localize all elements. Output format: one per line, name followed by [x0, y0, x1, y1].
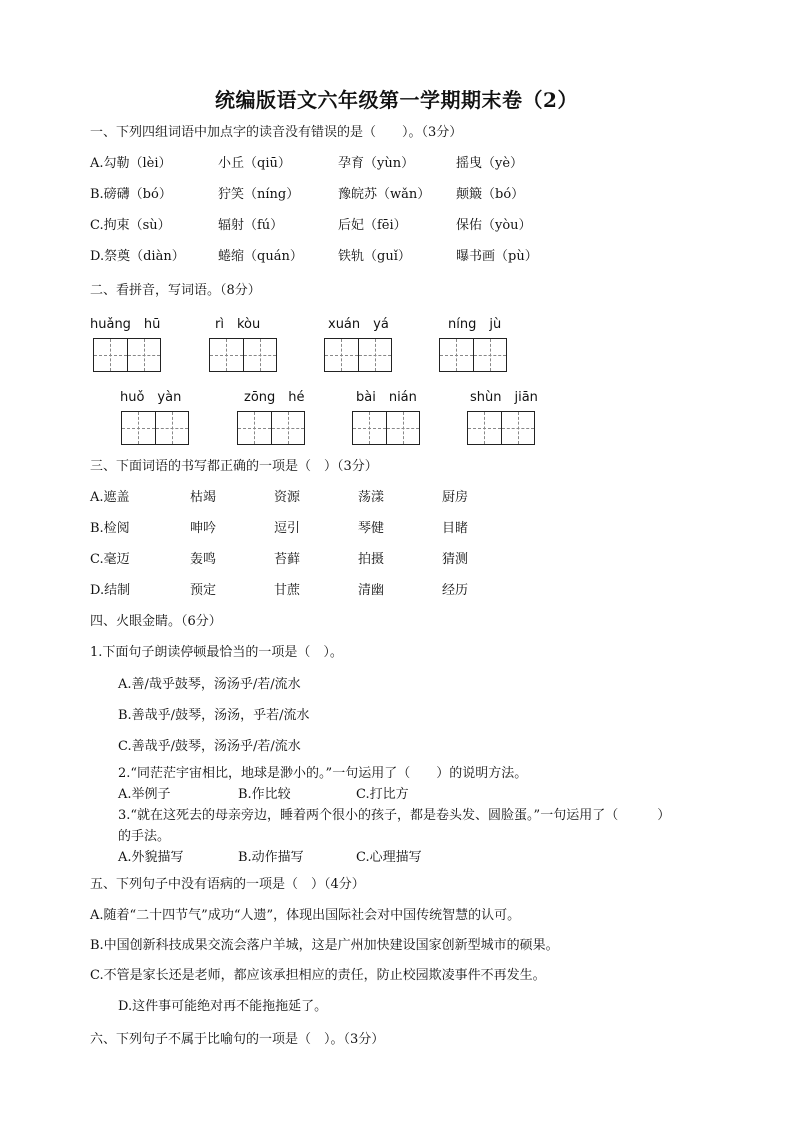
q3-word: 目睹	[442, 521, 469, 536]
pinyin-label: huǎng hū	[90, 317, 161, 332]
q4-sub1-option: B.善哉乎/鼓琴，汤汤，乎若/流水	[118, 708, 310, 723]
page-title: 统编版语文六年级第一学期期末卷（2）	[215, 88, 578, 112]
q1-word: 狞笑（níng）	[218, 187, 300, 202]
q1-option: C.拘束（sù）	[90, 218, 171, 233]
q3-word: 甘蔗	[274, 583, 301, 598]
q3-word: 清幽	[358, 583, 385, 598]
q4-sub2-option: B.作比较	[238, 787, 291, 802]
q3-word: 逗引	[274, 521, 301, 536]
q3-word: 厨房	[442, 490, 469, 505]
q6-heading: 六、下列句子不属于比喻句的一项是（ ）。（3分）	[90, 1032, 385, 1047]
writing-box[interactable]	[121, 411, 189, 445]
q4-sub1-option: C.善哉乎/鼓琴，汤汤乎/若/流水	[118, 739, 301, 754]
writing-box[interactable]	[93, 338, 161, 372]
pinyin-label: shùn jiān	[470, 390, 538, 405]
q1-option: D.祭奠（diàn）	[90, 249, 185, 264]
writing-box[interactable]	[352, 411, 420, 445]
q3-word: 拍摄	[358, 552, 385, 567]
q1-word: 豫皖苏（wǎn）	[338, 187, 431, 202]
q3-word: 苔藓	[274, 552, 301, 567]
q4-sub2-option: C.打比方	[356, 787, 409, 802]
q5-option: D.这件事可能绝对再不能拖拖延了。	[118, 999, 328, 1014]
q1-word: 小丘（qiū）	[218, 156, 291, 171]
q1-word: 曝书画（pù）	[456, 249, 538, 264]
q3-option: B.检阅	[90, 521, 130, 536]
q3-word: 猜测	[442, 552, 469, 567]
writing-box[interactable]	[209, 338, 277, 372]
q4-sub2: 2.“同茫茫宇宙相比，地球是渺小的。”一句运用了（ ）的说明方法。	[118, 766, 528, 781]
pinyin-label: xuán yá	[328, 317, 389, 332]
q4-sub3-option: A.外貌描写	[118, 850, 184, 865]
q5-option: C.不管是家长还是老师，都应该承担相应的责任，防止校园欺凌事件不再发生。	[90, 968, 546, 983]
q1-word: 摇曳（yè）	[456, 156, 524, 171]
q1-option: A.勾勒（lèi）	[90, 156, 172, 171]
q1-word: 保佑（yòu）	[456, 218, 532, 233]
q3-word: 经历	[442, 583, 469, 598]
writing-box[interactable]	[439, 338, 507, 372]
q1-word: 颠簸（bó）	[456, 187, 525, 202]
q3-word: 轰鸣	[190, 552, 217, 567]
q3-word: 荡漾	[358, 490, 385, 505]
q3-word: 预定	[190, 583, 217, 598]
q3-option: C.毫迈	[90, 552, 130, 567]
q5-option: B.中国创新科技成果交流会落户羊城，这是广州加快建设国家创新型城市的硕果。	[90, 938, 559, 953]
q1-option: B.磅礴（bó）	[90, 187, 172, 202]
pinyin-label: rì kòu	[215, 317, 261, 332]
q1-word: 后妃（fēi）	[338, 218, 407, 233]
pinyin-label: huǒ yàn	[120, 390, 182, 405]
q4-sub3-cont: 的手法。	[118, 829, 171, 844]
q3-option: D.结制	[90, 583, 131, 598]
q5-option: A.随着“二十四节气”成功“人遗”，体现出国际社会对中国传统智慧的认可。	[90, 908, 521, 923]
q4-sub3: 3.“就在这死去的母亲旁边，睡着两个很小的孩子，都是卷头发、圆脸蛋。”一句运用了（ ）	[118, 808, 671, 823]
q4-sub1-option: A.善/哉乎鼓琴，汤汤乎/若/流水	[118, 677, 301, 692]
q3-word: 枯竭	[190, 490, 217, 505]
pinyin-label: bài nián	[356, 390, 417, 405]
writing-box[interactable]	[324, 338, 392, 372]
q4-heading: 四、火眼金睛。（6分）	[90, 614, 222, 629]
q1-word: 辐射（fú）	[218, 218, 284, 233]
q4-sub2-option: A.举例子	[118, 787, 171, 802]
q1-word: 蜷缩（quán）	[218, 249, 303, 264]
q2-heading: 二、看拼音，写词语。（8分）	[90, 283, 261, 298]
q4-sub3-option: C.心理描写	[356, 850, 422, 865]
q3-option: A.遮盖	[90, 490, 130, 505]
pinyin-label: zōng hé	[244, 390, 305, 405]
writing-box[interactable]	[467, 411, 535, 445]
writing-box[interactable]	[237, 411, 305, 445]
q4-sub3-option: B.动作描写	[238, 850, 304, 865]
q3-word: 资源	[274, 490, 301, 505]
q4-sub1: 1.下面句子朗读停顿最恰当的一项是（ ）。	[90, 645, 343, 660]
q1-word: 铁轨（guǐ）	[338, 249, 411, 264]
q3-heading: 三、下面词语的书写都正确的一项是（ ）（3分）	[90, 459, 378, 474]
q1-heading: 一、下列四组词语中加点字的读音没有错误的是（ ）。（3分）	[90, 125, 463, 140]
q3-word: 琴健	[358, 521, 385, 536]
q5-heading: 五、下列句子中没有语病的一项是（ ）（4分）	[90, 877, 365, 892]
pinyin-label: níng jù	[448, 317, 502, 332]
q1-word: 孕育（yùn）	[338, 156, 415, 171]
q3-word: 呻吟	[190, 521, 217, 536]
